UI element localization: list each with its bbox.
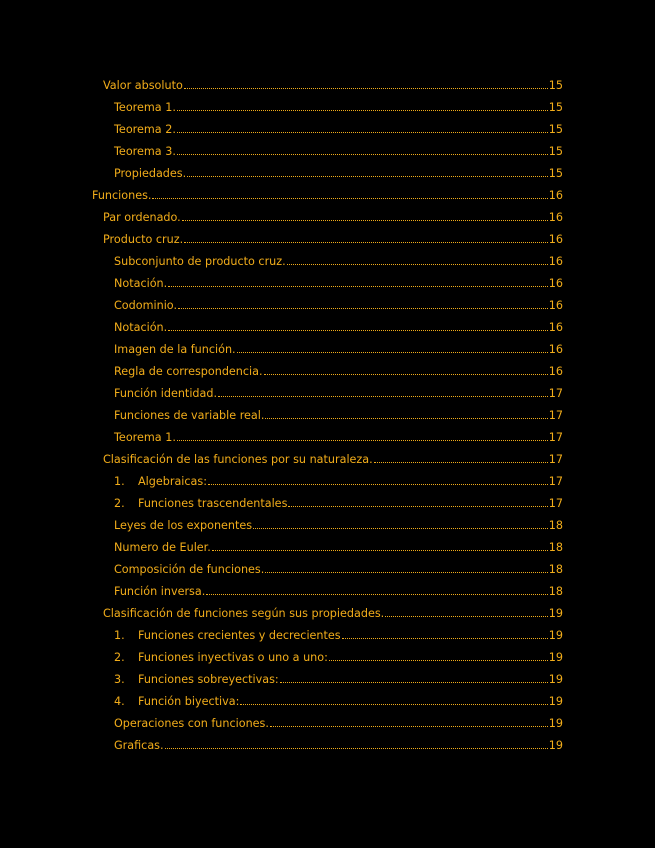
toc-entry-label: Teorema 1. <box>114 431 176 444</box>
toc-entry-page: 19 <box>548 717 563 730</box>
dot-leader <box>287 264 548 265</box>
toc-entry[interactable] <box>103 76 563 92</box>
toc-entry-page: 19 <box>548 739 563 752</box>
dot-leader <box>329 660 548 661</box>
toc-entry-page: 16 <box>548 189 563 202</box>
toc-entry-page: 17 <box>548 431 563 444</box>
toc-entry-label: Función inversa. <box>114 585 206 598</box>
toc-entry-label: Valor absoluto <box>103 79 183 92</box>
toc-entry-label: Algebraicas: <box>138 475 208 488</box>
toc-entry-label: Par ordenado. <box>103 211 181 224</box>
toc-entry[interactable] <box>92 186 563 202</box>
toc-entry-number: 2. <box>114 497 125 510</box>
toc-entry-number: 4. <box>114 695 125 708</box>
dot-leader <box>177 132 548 133</box>
toc-entry-page: 16 <box>548 255 563 268</box>
dot-leader <box>264 374 548 375</box>
toc-entry-page: 19 <box>548 651 563 664</box>
toc-entry-label: Numero de Euler. <box>114 541 211 554</box>
dot-leader <box>206 594 547 595</box>
toc-entry-page: 17 <box>548 387 563 400</box>
toc-entry-label: Funciones sobreyectivas: <box>138 673 279 686</box>
toc-entry-label: Regla de correspondencia. <box>114 365 263 378</box>
toc-entry[interactable] <box>114 648 563 664</box>
dot-leader <box>152 198 547 199</box>
toc-entry-label: Codominio. <box>114 299 178 312</box>
toc-entry[interactable] <box>114 406 563 422</box>
toc-entry-page: 16 <box>548 211 563 224</box>
toc-entry[interactable] <box>114 736 563 752</box>
dot-leader <box>218 396 548 397</box>
dot-leader <box>385 616 548 617</box>
toc-entry[interactable] <box>114 538 563 554</box>
toc-entry[interactable] <box>114 582 563 598</box>
toc-entry-label: Función biyectiva: <box>138 695 240 708</box>
toc-entry-label: Subconjunto de producto cruz. <box>114 255 286 268</box>
toc-entry[interactable] <box>114 714 563 730</box>
toc-entry-page: 15 <box>548 145 563 158</box>
toc-entry[interactable] <box>103 208 563 224</box>
toc-entry-number: 2. <box>114 651 125 664</box>
toc-entry-page: 17 <box>548 475 563 488</box>
toc-entry[interactable] <box>114 120 563 136</box>
dot-leader <box>237 352 548 353</box>
dot-leader <box>280 682 548 683</box>
toc-entry-label: Producto cruz. <box>103 233 184 246</box>
toc-entry[interactable] <box>114 362 563 378</box>
toc-entry-label: Teorema 3. <box>114 145 176 158</box>
toc-entry-label: Teorema 1. <box>114 101 176 114</box>
toc-entry[interactable] <box>114 692 563 708</box>
toc-entry-label: Operaciones con funciones. <box>114 717 269 730</box>
toc-entry-label: Funciones crecientes y decrecientes <box>138 629 341 642</box>
dot-leader <box>265 572 547 573</box>
toc-entry-page: 18 <box>548 585 563 598</box>
toc-entry-label: Notación. <box>114 277 168 290</box>
dot-leader <box>168 286 548 287</box>
toc-entry-page: 19 <box>548 695 563 708</box>
toc-entry-number: 3. <box>114 673 125 686</box>
toc-entry-label: Notación. <box>114 321 168 334</box>
dot-leader <box>240 704 547 705</box>
toc-entry-label: Clasificación de las funciones por su naturaleza. <box>103 453 373 466</box>
toc-entry[interactable] <box>114 340 563 356</box>
toc-entry-label: Teorema 2. <box>114 123 176 136</box>
dot-leader <box>208 484 548 485</box>
dot-leader <box>182 220 548 221</box>
dot-leader <box>288 506 547 507</box>
toc-entry[interactable] <box>114 560 563 576</box>
toc-entry-page: 16 <box>548 343 563 356</box>
toc-entry-label: Funciones trascendentales <box>138 497 288 510</box>
toc-entry[interactable] <box>114 318 563 334</box>
toc-entry-page: 17 <box>548 497 563 510</box>
dot-leader <box>178 308 548 309</box>
toc-entry-page: 18 <box>548 519 563 532</box>
toc-entry-label: Leyes de los exponentes <box>114 519 253 532</box>
dot-leader <box>212 550 548 551</box>
dot-leader <box>177 154 548 155</box>
toc-entry-page: 16 <box>548 277 563 290</box>
toc-entry[interactable] <box>114 98 563 114</box>
dot-leader <box>342 638 548 639</box>
toc-entry-label: Composición de funciones. <box>114 563 265 576</box>
dot-leader <box>165 748 548 749</box>
toc-entry[interactable] <box>114 296 563 312</box>
toc-entry[interactable] <box>114 494 563 510</box>
toc-entry[interactable] <box>114 516 563 532</box>
toc-entry[interactable] <box>114 252 563 268</box>
dot-leader <box>187 176 548 177</box>
toc-entry-page: 17 <box>548 453 563 466</box>
toc-entry[interactable] <box>114 384 563 400</box>
toc-entry[interactable] <box>114 670 563 686</box>
toc-entry-page: 15 <box>548 167 563 180</box>
toc-entry[interactable] <box>114 142 563 158</box>
toc-entry[interactable] <box>114 472 563 488</box>
toc-entry-label: Imagen de la función. <box>114 343 236 356</box>
toc-entry[interactable] <box>114 428 563 444</box>
toc-entry[interactable] <box>103 450 563 466</box>
toc-entry-label: Propiedades. <box>114 167 187 180</box>
dot-leader <box>168 330 548 331</box>
toc-entry-page: 16 <box>548 365 563 378</box>
toc-entry-page: 15 <box>548 101 563 114</box>
toc-entry-number: 1. <box>114 629 125 642</box>
toc-entry-page: 16 <box>548 321 563 334</box>
toc-entry-label: Función identidad. <box>114 387 218 400</box>
toc-entry-label: Funciones de variable real. <box>114 409 265 422</box>
toc-entry-page: 16 <box>548 233 563 246</box>
toc-entry-page: 16 <box>548 299 563 312</box>
toc-entry-label: Graficas. <box>114 739 164 752</box>
toc-entry-label: Funciones inyectivas o uno a uno: <box>138 651 328 664</box>
toc-entry-page: 19 <box>548 607 563 620</box>
dot-leader <box>177 440 548 441</box>
dot-leader <box>270 726 548 727</box>
toc-entry[interactable] <box>103 604 563 620</box>
toc-entry-number: 1. <box>114 475 125 488</box>
toc-entry[interactable] <box>114 274 563 290</box>
toc-entry-page: 15 <box>548 123 563 136</box>
dot-leader <box>184 242 548 243</box>
toc-entry-page: 18 <box>548 563 563 576</box>
toc-entry[interactable] <box>114 164 563 180</box>
dot-leader <box>177 110 548 111</box>
toc-entry-page: 18 <box>548 541 563 554</box>
toc-entry-page: 15 <box>548 79 563 92</box>
dot-leader <box>374 462 548 463</box>
dot-leader <box>253 528 548 529</box>
dot-leader <box>265 418 547 419</box>
toc-entry-label: Clasificación de funciones según sus propiedades. <box>103 607 385 620</box>
toc-entry-page: 19 <box>548 629 563 642</box>
dot-leader <box>184 88 548 89</box>
toc-entry-label: Funciones. <box>92 189 152 202</box>
toc-entry-page: 19 <box>548 673 563 686</box>
toc-entry[interactable] <box>103 230 563 246</box>
toc-entry[interactable] <box>114 626 563 642</box>
toc-entry-page: 17 <box>548 409 563 422</box>
